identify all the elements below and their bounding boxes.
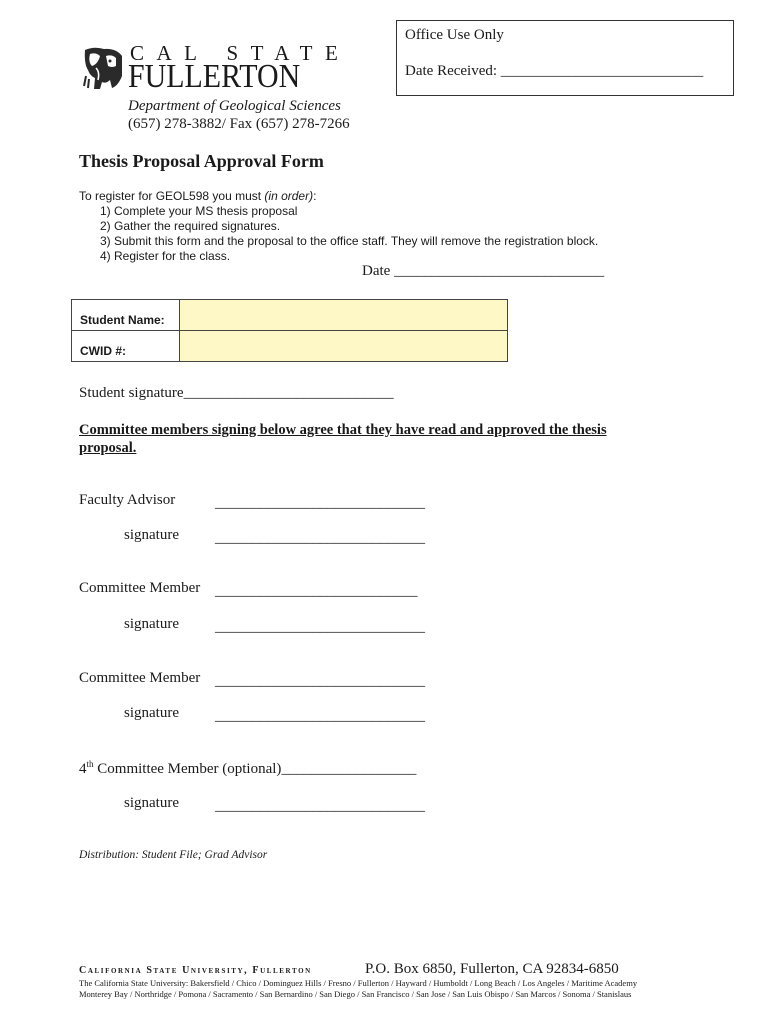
- elephant-logo-icon: [82, 46, 124, 90]
- logo-cal-state: CAL STATE: [130, 41, 351, 65]
- committee-member-2-label: Committee Member: [79, 670, 201, 686]
- committee-note: Committee members signing below agree that they have read and approved the thesis proposal.: [79, 422, 607, 456]
- student-name-input[interactable]: [180, 300, 508, 331]
- office-use-title: Office Use Only: [405, 27, 504, 43]
- office-use-box: [396, 20, 734, 96]
- faculty-advisor-signature-field[interactable]: ____________________________: [215, 530, 425, 546]
- fourth-sup: th: [86, 759, 94, 769]
- footer-campuses-line-1: The California State University: Bakersfield / Chico / Dominguez Hills / Fresno / Fullerton / Hayward / Humboldt / Long Beach / Los Angeles / Maritime Academy: [79, 978, 638, 988]
- date-field[interactable]: Date ____________________________: [362, 263, 605, 279]
- department-name: Department of Geological Sciences: [128, 98, 341, 114]
- committee-member-1-signature-field[interactable]: ____________________________: [215, 619, 425, 635]
- instructions-tail: :: [313, 189, 317, 203]
- student-name-label: [72, 300, 180, 331]
- fourth-rest: Committee Member (optional)__________________: [93, 761, 417, 777]
- instruction-steps: [100, 204, 598, 264]
- step-item: 1) Complete your MS thesis proposal: [100, 204, 298, 218]
- student-info-table: [71, 299, 508, 362]
- committee-member-1-name-field[interactable]: ___________________________: [215, 583, 418, 599]
- instructions-lead: [79, 189, 316, 204]
- faculty-advisor-name-field[interactable]: ____________________________: [215, 495, 425, 511]
- instructions-lead-text: To register for GEOL598 you must: [79, 189, 265, 203]
- date-received-field[interactable]: Date Received: ___________________________: [405, 63, 704, 79]
- committee-member-4-signature-field[interactable]: ____________________________: [215, 798, 425, 814]
- cwid-label-text: CWID #:: [80, 344, 126, 358]
- committee-member-1-signature-label: signature: [124, 616, 179, 632]
- cwid-label: [72, 331, 180, 362]
- faculty-advisor-signature-label: signature: [124, 527, 179, 543]
- cwid-input[interactable]: [180, 331, 508, 362]
- faculty-advisor-label: Faculty Advisor: [79, 492, 176, 508]
- footer-campuses-line-2: Monterey Bay / Northridge / Pomona / Sacramento / San Bernardino / San Diego / San Francisco / San Jose / San Luis Obispo / San Marcos / Sonoma / Stanislaus: [79, 989, 632, 999]
- distribution-note: Distribution: Student File; Grad Advisor: [79, 849, 268, 861]
- instructions-italic: (in order): [264, 189, 314, 203]
- student-signature-field[interactable]: Student signature____________________________: [79, 385, 394, 401]
- committee-member-2-signature-field[interactable]: ____________________________: [215, 708, 425, 724]
- step-item: 2) Gather the required signatures.: [100, 219, 281, 233]
- footer-university: California State University, Fullerton: [79, 965, 312, 976]
- committee-member-4-signature-label: signature: [124, 795, 179, 811]
- committee-member-1-label: Committee Member: [79, 580, 201, 596]
- fourth-prefix: 4: [79, 761, 87, 777]
- step-item: 4) Register for the class.: [100, 249, 231, 263]
- logo-fullerton: FULLERTON: [128, 58, 301, 95]
- step-item: 3) Submit this form and the proposal to the office staff. They will remove the registration block.: [100, 234, 599, 248]
- department-phone: (657) 278-3882/ Fax (657) 278-7266: [128, 116, 350, 132]
- student-name-label-text: Student Name:: [80, 313, 165, 327]
- committee-member-2-name-field[interactable]: ____________________________: [215, 673, 425, 689]
- committee-member-4-label[interactable]: [79, 759, 416, 778]
- form-title: Thesis Proposal Approval Form: [79, 151, 324, 171]
- footer-address: P.O. Box 6850, Fullerton, CA 92834-6850: [365, 961, 619, 977]
- committee-member-2-signature-label: signature: [124, 705, 179, 721]
